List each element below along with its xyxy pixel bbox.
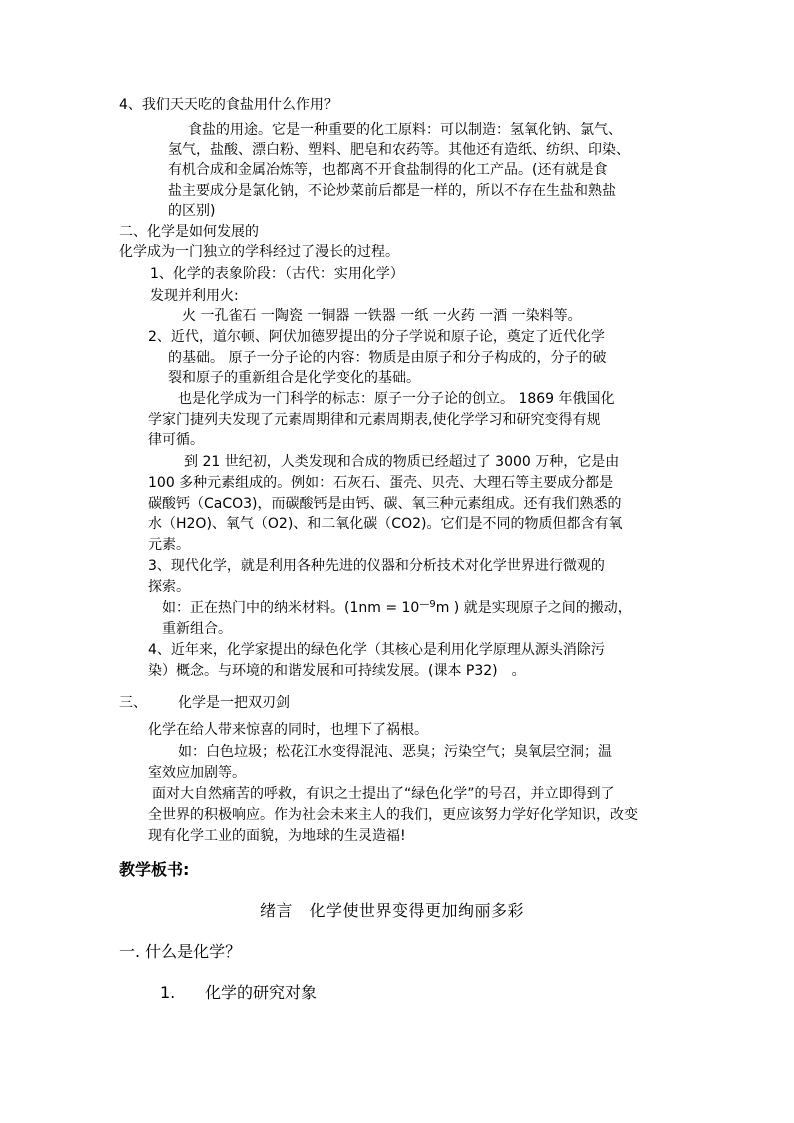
board-title: 绪言 化学使世界变得更加绚丽多彩 [260, 901, 525, 920]
stage3-example-cont: 重新组合。 [162, 621, 232, 637]
part3-para-line-3: 现有化学工业的面貌，为地球的生灵造福! [148, 828, 406, 844]
stage3-line-1: 3、现代化学，就是利用各种先进的仪器和分析技术对化学世界进行微观的 [148, 558, 605, 574]
stage2-para3-line-5: 元素。 [148, 537, 190, 553]
stage3-example [162, 598, 632, 620]
part3-line-2b: 室效应加剧等。 [148, 765, 246, 781]
salt-uses-line-1: 食盐的用途。它是一种重要的化工原料：可以制造：氢氧化钠、氯气、 [188, 122, 622, 138]
board-question-1: 一. 什么是化学？ [119, 942, 242, 961]
part2-title: 二、化学是如何发展的 [119, 224, 259, 240]
part3-title: 化学是一把双刃剑 [178, 695, 290, 711]
stage1-sub: 发现并利用火: [150, 288, 239, 304]
stage2-line-3: 裂和原子的重新组合是化学变化的基础。 [168, 370, 420, 386]
stage4-line-1: 4、近年来，化学家提出的绿色化学（其核心是利用化学原理从源头消除污 [148, 642, 605, 658]
board-heading: 教学板书: [119, 860, 190, 879]
part3-number: 三、 [119, 695, 147, 711]
stage3-example-exponent: —9 [419, 599, 436, 610]
stage2-para2-line-3: 律可循。 [148, 432, 204, 448]
salt-uses-line-2: 氢气，盐酸、漂白粉、塑料、肥皂和农药等。其他还有造纸、纺织、印染、 [168, 142, 630, 158]
salt-uses-line-5: 的区别) [168, 203, 216, 219]
salt-uses-line-4: 盐主要成分是氯化钠，不论炒菜前后都是一样的，所以不存在生盐和熟盐 [168, 183, 616, 199]
question-4: 4、我们天天吃的食盐用什么作用？ [119, 97, 338, 113]
stage2-para2-line-1: 也是化学成为一门科学的标志：原子一分子论的创立。 1869 年俄国化 [178, 391, 615, 407]
stage3-example-pre: 如：正在热门中的纳米材料。(1nm = 10 [162, 600, 420, 616]
stage2-para3-line-3: 碳酸钙（CaCO3)，而碳酸钙是由钙、碳、氧三种元素组成。还有我们熟悉的 [148, 496, 622, 512]
stage3-example-post: m ) 就是实现原子之间的搬动， [435, 600, 632, 616]
part3-line-1: 化学在给人带来惊喜的同时，也埋下了祸根。 [148, 722, 428, 738]
stage2-line-2: 的基础。 原子一分子论的内容：物质是由原子和分子构成的，分子的破 [168, 350, 607, 366]
stage2-para3-line-1: 到 21 世纪初，人类发现和合成的物质已经超过了 3000 万种，它是由 [184, 454, 620, 470]
part3-para-line-1: 面对大自然痛苦的呼救，有识之士提出了“绿色化学”的号召，并立即得到了 [152, 786, 615, 802]
stage2-para3-line-4: 水（H2O)、氧气（O2)、和二氧化碳（CO2)。它们是不同的物质但都含有氧 [148, 516, 623, 532]
stage1-title: 1、化学的表象阶段：（古代：实用化学） [150, 266, 404, 282]
board-item-1-number: 1. [160, 983, 176, 1002]
stage2-para2-line-2: 学家门捷列夫发现了元素周期律和元素周期表,使化学学习和研究变得有规 [148, 412, 601, 428]
stage2-para3-line-2: 100 多种元素组成的。例如：石灰石、蛋壳、贝壳、大理石等主要成分都是 [148, 475, 614, 491]
board-item-1-text: 化学的研究对象 [205, 983, 318, 1002]
part2-intro: 化学成为一门独立的学科经过了漫长的过程。 [119, 244, 399, 260]
stage2-line-1: 2、近代，道尔顿、阿伏加德罗提出的分子学说和原子论，奠定了近代化学 [148, 329, 605, 345]
part3-line-2a: 如：白色垃圾；松花江水变得混沌、恶臭；污染空气；臭氧层空洞；温 [178, 744, 612, 760]
salt-uses-line-3: 有机合成和金属冶炼等，也都离不开食盐制得的化工产品。(还有就是食 [168, 162, 608, 178]
stage1-chain: 火 一孔雀石 一陶瓷 一铜器 一铁器 一纸 一火药 一酒 一染料等。 [182, 308, 582, 324]
part3-para-line-2: 全世界的积极响应。作为社会未来主人的我们，更应该努力学好化学知识，改变 [148, 807, 638, 823]
stage4-line-2: 染）概念。与环境的和谐发展和可持续发展。(课本 P32) 。 [148, 663, 526, 679]
stage3-line-2: 探索。 [148, 579, 190, 595]
